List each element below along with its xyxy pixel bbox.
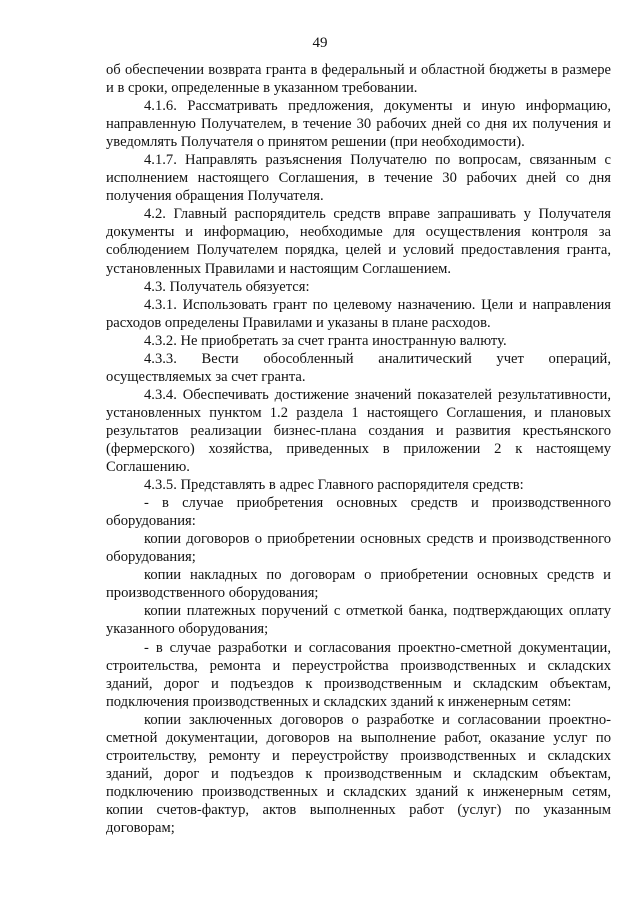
list-item-construction: - в случае разработки и согласования проектно-сметной документации, строительства, ремонта и переустройства производственных и складских зданий, дорог и подъездов к производственным и складским объектам, подключения производственных и складских зданий к инженерным сетям: (106, 639, 611, 710)
paragraph-4-3-4: 4.3.4. Обеспечивать достижение значений показателей результативности, установленных пунктом 1.2 раздела 1 настоящего Соглашения, и плановых результатов реализации бизнес-плана создания и развития крестьянского (фермерского) хозяйства, приведенных в приложении 2 к настоящему Соглашению. (106, 386, 611, 476)
paragraph-4-1-6: 4.1.6. Рассматривать предложения, документы и иную информацию, направленную Получателем, в течение 30 рабочих дней со дня их получения и уведомлять Получателя о принятом решении (при необходимости). (106, 98, 611, 151)
list-item-construction-contracts: копии заключенных договоров о разработке и согласовании проектно-сметной документации, договоров на выполнение работ, оказание услуг по строительству, ремонту и переустройству производственных и складских зданий, дорог и подъездов к производственным и складским объектам, подключению производственных и складских зданий к инженерным сетям, копии счетов-фактур, актов выполненных работ (услуг) по указанным договорам; (106, 711, 611, 836)
list-item-invoice-copies: копии накладных по договорам о приобретении основных средств и производственного оборудования; (106, 567, 611, 602)
paragraph-4-3-5: 4.3.5. Представлять в адрес Главного распорядителя средств: (144, 477, 524, 494)
paragraph-4-3-3: 4.3.3. Вести обособленный аналитический учет операций, осуществляемых за счет гранта. (106, 350, 611, 385)
paragraph-4-3-2: 4.3.2. Не приобретать за счет гранта иностранную валюту. (144, 332, 507, 349)
list-item-payment-orders: копии платежных поручений с отметкой банка, подтверждающих оплату указанного оборудования; (106, 603, 611, 638)
list-item-contract-copies: копии договоров о приобретении основных средств и производственного оборудования; (106, 531, 611, 566)
list-item-fixed-assets: - в случае приобретения основных средств и производственного оборудования: (106, 495, 611, 530)
paragraph-4-2: 4.2. Главный распорядитель средств вправе запрашивать у Получателя документы и информацию, необходимые для осуществления контроля за соблюдением Получателем порядка, целей и условий предоставления гранта, установленных Правилами и настоящим Соглашением. (106, 206, 611, 277)
paragraph-4-3: 4.3. Получатель обязуется: (144, 278, 310, 295)
paragraph-4-3-1: 4.3.1. Использовать грант по целевому назначению. Цели и направления расходов определены Правилами и указаны в плане расходов. (106, 296, 611, 331)
page-number: 49 (312, 35, 328, 51)
paragraph-continuation: об обеспечении возврата гранта в федеральный и областной бюджеты в размере и в сроки, определенные в указанном требовании. (106, 62, 611, 97)
document-body (106, 61, 611, 837)
paragraph-4-1-7: 4.1.7. Направлять разъяснения Получателю по вопросам, связанным с исполнением настоящего Соглашения, в течение 30 рабочих дней со дня получения обращения Получателя. (106, 152, 611, 205)
